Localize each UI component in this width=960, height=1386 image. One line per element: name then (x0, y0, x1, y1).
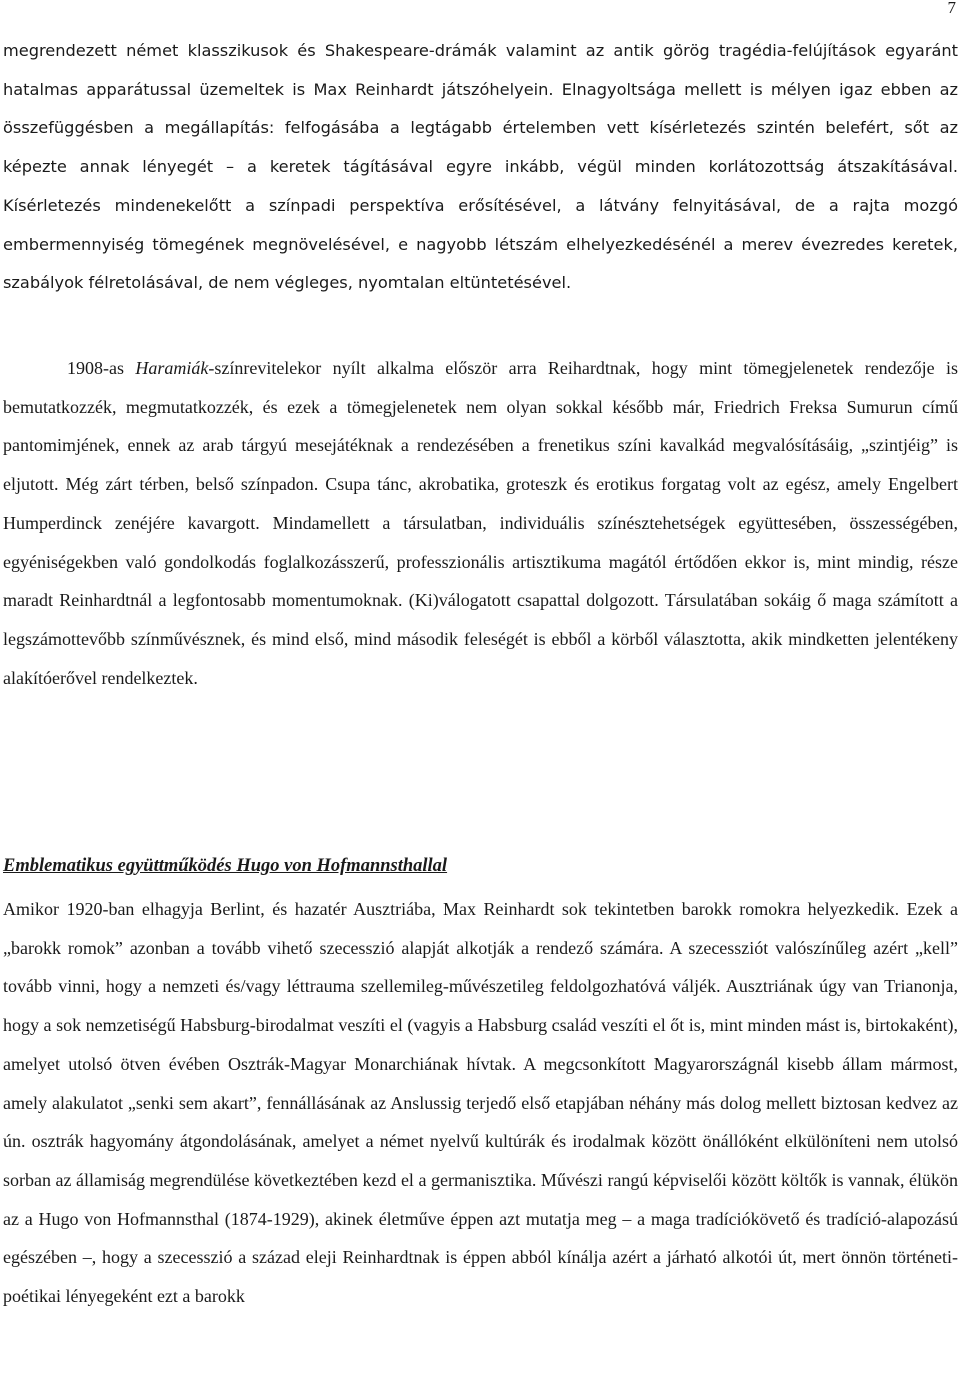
paragraph-3-text: Amikor 1920-ban elhagyja Berlint, és hazatér Ausztriába, Max Reinhardt sok tekintetben barokk romokra helyezkedik. Ezek a „barokk romok” azonban a tovább vihető szecesszió alapját alkotják a rendező számára. A szecessziót valószínűleg azért „kell” tovább vinni, hogy a nemzeti és/vagy léttrauma szellemileg-művészetileg feldolgozhatóvá váljék. Ausztriának úgy van Trianonja, hogy a sok nemzetiségű Habsburg-birodalmat veszíti el (vagyis a Habsburg család veszíti el őt is, mint minden mást is, birtokaként), amelyet utolsó ötven évében Osztrák-Magyar Monarchiának hívtak. A megcsonkított Magyarországnál kisebb állam mármost, amely alakulatot „senki sem akart”, fennállásának az Anslussig terjedő első etapjában néhány más dolog mellett biztosan kedvez az ún. osztrák hagyomány átgondolásának, amelyet a német nyelvű kultúrák és irodalmak között önállóként elkülöníteni nem utolsó sorban az államiság megrendülése következtében kezd el a germanisztika. Művészi rangú képviselői között költők is vannak, élükön az a Hugo von Hofmannsthal (1874-1929), akinek életműve éppen azt mutatja meg – a maga tradíciókövető és tradíció-alapozású egészében –, hogy a szecesszió a század eleji Reinhardtnak is éppen abból kínálja azért a járható alkotói út, mert önnön történeti-poétikai lényegeként ezt a barokk (3, 899, 958, 1307)
paragraph-3 (3, 890, 958, 1316)
paragraph-2-text-rest: -színrevitelekor nyílt alkalma először arra Reihardtnak, hogy mint tömegjelenetek rendezője is bemutatkozzék, megmutatkozzék, és ezek a tömegjelenetek nem olyan sokkal később már, Friedrich Freksa Sumurun című pantomimjének, ennek az arab tárgyú mesejátéknak a rendezésében a frenetikus színi kavalkád megvalósításáig, „szintjéig” is eljutott. Még zárt térben, belső színpadon. Csupa tánc, akrobatika, groteszk és erotikus forgatag volt az egész, amely Engelbert Humperdinck zenéjére kavargott. Mindamellett a társulatban, individuális színésztehetségek együttesében, összességében, egyéniségekben való gondolkodás foglalkozásszerű, professzionális artisztikuma magától értődően ekkor is, mint mindig, része maradt Reinhardtnál a legfontosabb momentumoknak. (Ki)válogatott csapattal dolgozott. Társulatában sokáig ő maga számított a legszámottevőbb színművésznek, és mind első, mind második feleségét is ebből a körből választotta, akik mindketten jelentékeny alakítóerővel rendelkeztek. (3, 358, 959, 688)
paragraph-2-text-start: 1908-as (67, 358, 136, 378)
paragraph-1 (3, 32, 958, 303)
paragraph-1-text: megrendezett német klasszikusok és Shakespeare-drámák valamint az antik görög tragédia-felújítások egyaránt hatalmas apparátussal üzemeltek is Max Reinhardt játszóhelyein. Elnagyoltsága mellett is mélyen igaz ebben az összefüggésben a megállapítás: felfogásába a legtágabb értelemben vett kísérletezés szintén belefért, sőt az képezte annak lényegét – a keretek tágításával egyre inkább, végül minden korlátozottság átszakításával. Kísérletezés mindenekelőtt a színpadi perspektíva erősítésével, a látvány felnyitásával, de a rajta mozgó embermennyiség tömegének megnövelésével, e nagyobb létszám elhelyezkedésénél a merev évezredes keretek, szabályok félretolásával, de nem végleges, nyomtalan eltüntetésével. (3, 41, 958, 293)
work-title-haramiak: Haramiák (135, 358, 209, 378)
page-number: 7 (947, 0, 956, 17)
paragraph-2 (3, 349, 958, 697)
section-heading: Emblematikus együttműködés Hugo von Hofmannsthallal (3, 856, 448, 876)
